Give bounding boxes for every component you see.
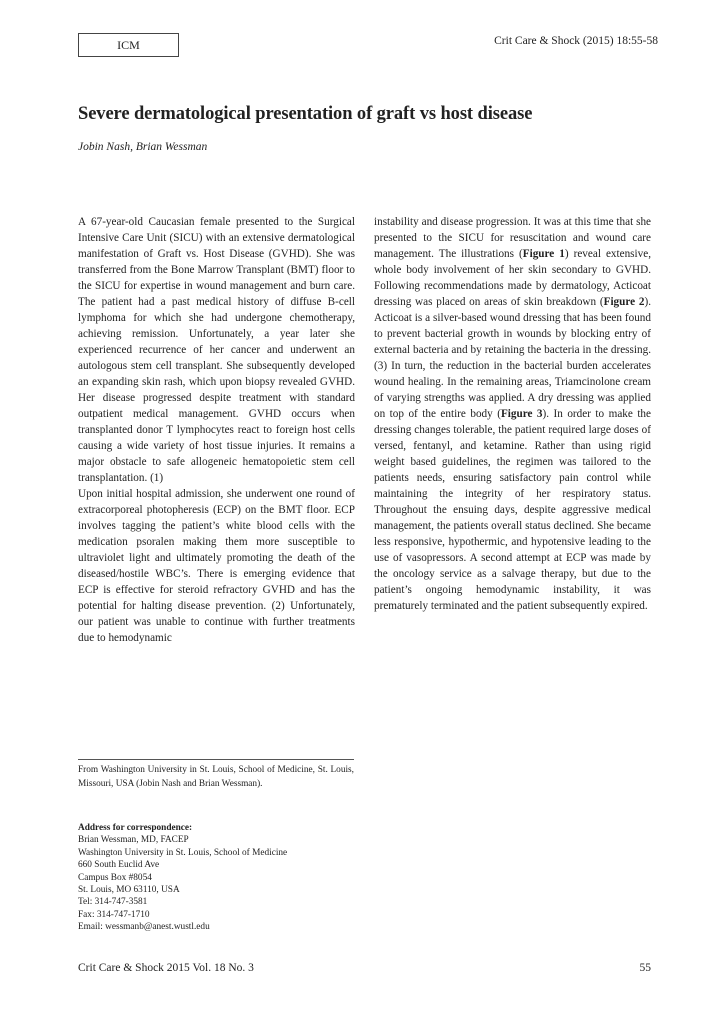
- header-citation: Crit Care & Shock (2015) 18:55-58: [494, 35, 658, 47]
- figure-2-reference: Figure 2: [603, 296, 645, 308]
- correspondence-line: St. Louis, MO 63110, USA: [78, 885, 180, 896]
- body-paragraph: [374, 214, 651, 614]
- body-column-right: [374, 214, 651, 614]
- correspondence-line: Campus Box #8054: [78, 872, 152, 883]
- author-affiliation: From Washington University in St. Louis, School of Medicine, St. Louis, Missouri, USA (Jobin Nash and Brian Wessman).: [78, 765, 354, 789]
- correspondence-line: 660 South Euclid Ave: [78, 860, 160, 871]
- footnote-divider: [78, 759, 354, 760]
- text-run: instability and disease progression. It was at this time that she presented to the SICU for resuscitation and wound care management. The illustrations (: [374, 216, 651, 260]
- correspondence-line: Brian Wessman, MD, FACEP: [78, 835, 189, 846]
- body-paragraph: Upon initial hospital admission, she underwent one round of extracorporeal photopheresis (ECP) on the BMT floor. ECP involves tagging the patient’s white blood cells with the medication psoralen making them more susceptible to ultraviolet light and ultimately promoting the death of the diseased/hostile WBC’s. There is emerging evidence that ECP is effective for steroid refractory GVHD and has the potential for halting disease prevention. (2) Unfortunately, our patient was unable to continue with further treatments due to hemodynamic: [78, 488, 355, 644]
- figure-3-reference: Figure 3: [500, 408, 543, 420]
- correspondence-line: Fax: 314-747-1710: [78, 909, 150, 920]
- correspondence-line: Washington University in St. Louis, School of Medicine: [78, 847, 288, 858]
- correspondence-heading: Address for correspondence:: [78, 823, 193, 833]
- text-run: ) reveal extensive, whole body involvement of her skin secondary to GVHD. Following recommendations made by dermatology, Acticoat dressing was placed on areas of skin breakdown (: [374, 248, 651, 308]
- page-number: 55: [639, 962, 651, 974]
- correspondence-address: [78, 822, 378, 934]
- correspondence-line: Tel: 314-747-3581: [78, 897, 148, 908]
- article-title: Severe dermatological presentation of graft vs host disease: [78, 104, 533, 124]
- body-paragraph: A 67-year-old Caucasian female presented to the Surgical Intensive Care Unit (SICU) with an extensive dermatological manifestation of Graft vs. Host Disease (GVHD). She was transferred from the Bone Marrow Transplant (BMT) floor to the SICU for expertise in wound management and burn care. The patient had a past medical history of diffuse B-cell lymphoma for which she had undergone chemotherapy, achieving remission. Unfortunately, a year later she experienced recurrence of her cancer and underwent an autologous stem cell transplant. She subsequently developed an expanding skin rash, which upon biopsy revealed GVHD. Her disease progressed despite treatment with standard outpatient medical management. GVHD occurs when transplanted donor T lymphocytes react to foreign host cells causing a wide variety of host tissue injuries. It remains a major obstacle to safe allogeneic hematopoietic stem cell transplantation. (1): [78, 216, 355, 484]
- figure-1-reference: Figure 1: [522, 248, 565, 260]
- journal-section-box: ICM: [78, 33, 179, 57]
- footer-journal: Crit Care & Shock 2015 Vol. 18 No. 3: [78, 962, 254, 974]
- text-run: ). In order to make the dressing changes tolerable, the patient required large doses of versed, fentanyl, and ketamine. Rather than using rigid weight based guidelines, the regimen was tailored to the patients needs, ensuring satisfactory pain control while maintaining the integrity of her respiratory status. Throughout the ensuing days, despite aggressive medical management, the patients overall status declined. She became less responsive, hypothermic, and hypotensive leading to the use of vasopressors. A second attempt at ECP was made by the oncology service as a salvage therapy, but due to the patient’s ongoing hemodynamic instability, it was prematurely terminated and the patient subsequently expired.: [374, 408, 651, 612]
- correspondence-email: Email: wessmanb@anest.wustl.edu: [78, 922, 210, 933]
- text-run: ). Acticoat is a silver-based wound dressing that has been found to prevent bacterial growth in wounds by blocking entry of external bacteria and by retaining the bacteria in the dressing. (3) In turn, the reduction in the bacterial burden accelerates wound healing. In the remaining areas, Triamcinolone cream of varying strengths was applied. A dry dressing was applied on top of the entire body (: [374, 296, 651, 420]
- article-authors: Jobin Nash, Brian Wessman: [78, 141, 208, 153]
- body-column-left: [78, 214, 355, 646]
